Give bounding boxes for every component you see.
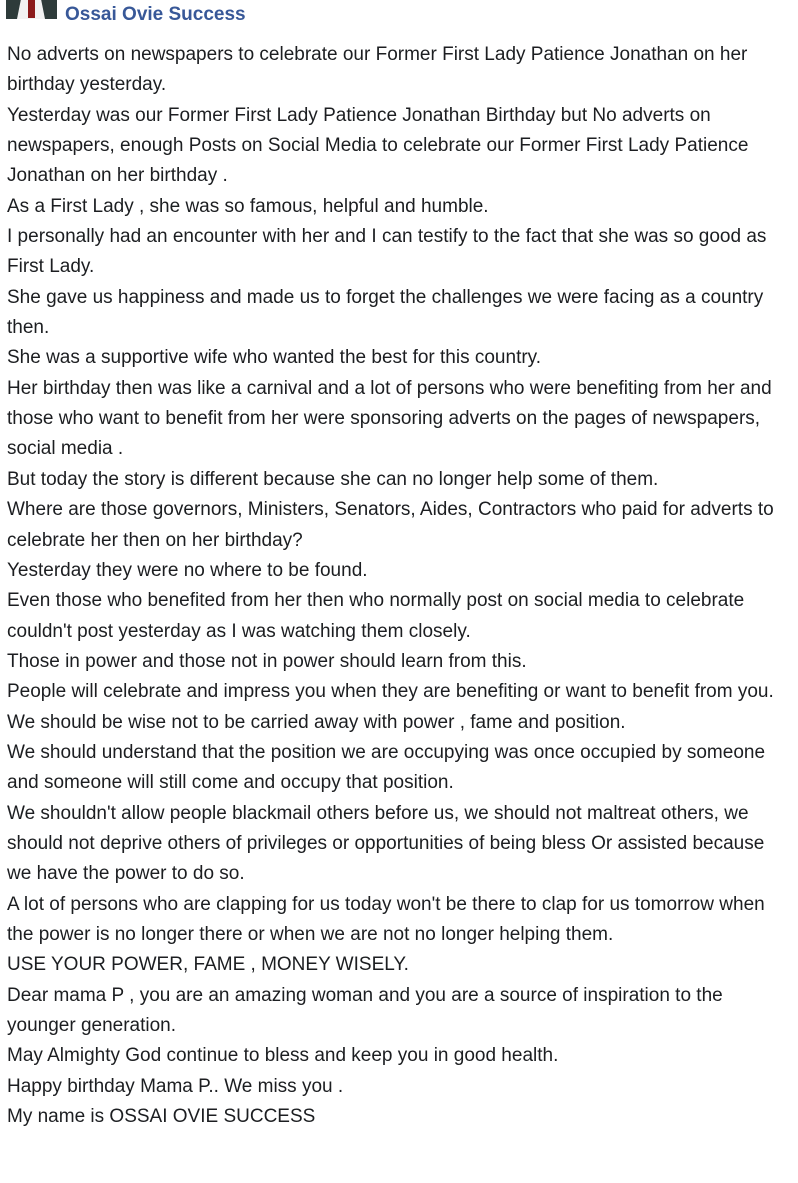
post-header [0, 0, 798, 34]
post-paragraph: Dear mama P , you are an amazing woman and you are a source of inspiration to the younger generation. [7, 984, 723, 1036]
post-paragraph: She was a supportive wife who wanted the best for this country. [7, 347, 542, 369]
author-name-link[interactable]: Ossai Ovie Success [65, 4, 246, 25]
post-paragraph: May Almighty God continue to bless and keep you in good health. [7, 1045, 559, 1067]
post-paragraph: But today the story is different because she can no longer help some of them. [7, 468, 659, 490]
author-avatar[interactable] [6, 0, 57, 19]
post-body [7, 40, 787, 1132]
post-paragraph: Where are those governors, Ministers, Senators, Aides, Contractors who paid for adverts to celebrate her then on her birthday? [7, 499, 774, 551]
post-paragraph: USE YOUR POWER, FAME , MONEY WISELY. [7, 954, 409, 976]
post-paragraph: She gave us happiness and made us to forget the challenges we were facing as a country then. [7, 286, 764, 339]
post-paragraph: People will celebrate and impress you when they are benefiting or want to benefit from you. [7, 681, 774, 703]
post-paragraph: We should understand that the position we are occupying was once occupied by someone and someone will still come and occupy that position. [7, 741, 766, 794]
post-paragraph: Yesterday was our Former First Lady Patience Jonathan Birthday but No adverts on newspapers, enough Posts on Social Media to celebrate our Former First Lady Patience Jonathan on her birthday . [7, 104, 749, 187]
avatar-tie [28, 0, 35, 18]
post-paragraph: Even those who benefited from her then who normally post on social media to celebrate couldn't post yesterday as I was watching them closely. [7, 590, 745, 642]
post-paragraph: We should be wise not to be carried away with power , fame and position. [7, 711, 626, 733]
post-paragraph: No adverts on newspapers to celebrate our Former First Lady Patience Jonathan on her birthday yesterday. [7, 44, 748, 96]
post-paragraph: I personally had an encounter with her and I can testify to the fact that she was so good as First Lady. [7, 226, 767, 278]
post-paragraph: Yesterday they were no where to be found. [7, 559, 368, 581]
post-paragraph: Her birthday then was like a carnival and a lot of persons who were benefiting from her and those who want to benefit from her were sponsoring adverts on the pages of newspapers, social media . [7, 377, 772, 460]
post-paragraph: Happy birthday Mama P.. We miss you . [7, 1075, 344, 1097]
post-paragraph: Those in power and those not in power should learn from this. [7, 650, 527, 672]
post-paragraph: My name is OSSAI OVIE SUCCESS [7, 1106, 316, 1128]
post-paragraph: As a First Lady , she was so famous, helpful and humble. [7, 195, 489, 217]
post-paragraph: We shouldn't allow people blackmail others before us, we should not maltreat others, we should not deprive others of privileges or opportunities of being bless Or assisted because we have the power to do so. [7, 802, 765, 885]
post-paragraph: A lot of persons who are clapping for us today won't be there to clap for us tomorrow when the power is no longer there or when we are not no longer helping them. [7, 893, 765, 945]
